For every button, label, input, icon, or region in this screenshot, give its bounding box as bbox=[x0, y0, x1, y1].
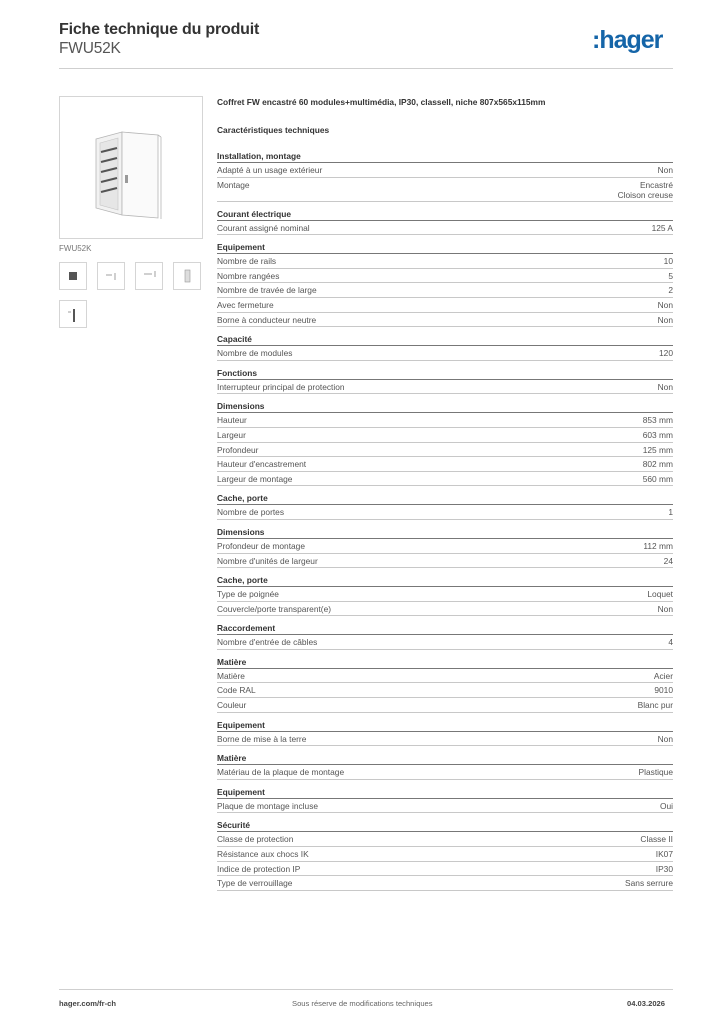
spec-value: 4 bbox=[668, 637, 673, 648]
spec-group-title: Equipement bbox=[217, 241, 673, 254]
spec-value: 853 mm bbox=[642, 415, 673, 426]
spec-value: Oui bbox=[659, 800, 673, 811]
spec-group-title: Equipement bbox=[217, 786, 673, 799]
hager-logo[interactable]: :hager bbox=[592, 26, 663, 54]
spec-value: 112 mm bbox=[643, 540, 673, 551]
spec-row bbox=[217, 178, 673, 202]
spec-label: Hauteur d'encastrement bbox=[217, 459, 307, 470]
product-content bbox=[217, 96, 673, 891]
spec-row bbox=[217, 413, 673, 428]
page-title: Fiche technique du produit bbox=[59, 21, 260, 38]
footer-divider bbox=[59, 989, 673, 990]
thumbnail-front-icon[interactable] bbox=[59, 262, 87, 290]
spec-group-title: Dimensions bbox=[217, 400, 673, 413]
spec-label: Type de poignée bbox=[217, 589, 279, 600]
spec-row bbox=[217, 669, 673, 684]
thumbnail-depth-icon[interactable] bbox=[59, 300, 87, 328]
spec-group bbox=[217, 208, 673, 236]
spec-label: Nombre de travée de large bbox=[217, 285, 317, 296]
spec-group-title: Matière bbox=[217, 752, 673, 765]
spec-label: Nombre de rails bbox=[217, 256, 277, 267]
spec-label: Profondeur de montage bbox=[217, 540, 305, 551]
spec-row bbox=[217, 765, 673, 780]
spec-row bbox=[217, 269, 673, 284]
spec-value: Encastré Cloison creuse bbox=[617, 179, 673, 201]
spec-label: Courant assigné nominal bbox=[217, 222, 310, 233]
spec-value: 125 A bbox=[651, 222, 673, 233]
header-divider bbox=[59, 68, 673, 69]
spec-group-title: Capacité bbox=[217, 333, 673, 346]
spec-label: Largeur bbox=[217, 429, 246, 440]
spec-row bbox=[217, 443, 673, 458]
spec-label: Hauteur bbox=[217, 415, 247, 426]
product-description: Coffret FW encastré 60 modules+multimédia, IP30, classeII, niche 807x565x115mm bbox=[217, 97, 546, 107]
spec-group bbox=[217, 492, 673, 520]
spec-value: Plastique bbox=[638, 767, 673, 778]
spec-group bbox=[217, 241, 673, 327]
spec-row bbox=[217, 635, 673, 650]
spec-label: Résistance aux chocs IK bbox=[217, 849, 309, 860]
spec-row bbox=[217, 554, 673, 569]
footer-date: 04.03.2026 bbox=[627, 999, 666, 1008]
spec-row bbox=[217, 587, 673, 602]
spec-label: Nombre d'unités de largeur bbox=[217, 555, 318, 566]
spec-group-title: Fonctions bbox=[217, 367, 673, 380]
spec-group bbox=[217, 574, 673, 616]
spec-value: Sans serrure bbox=[625, 878, 673, 889]
spec-group-title: Cache, porte bbox=[217, 492, 673, 505]
spec-label: Indice de protection IP bbox=[217, 863, 301, 874]
spec-label: Nombre de portes bbox=[217, 507, 285, 518]
spec-group-title: Dimensions bbox=[217, 526, 673, 539]
spec-row bbox=[217, 457, 673, 472]
spec-value: 802 mm bbox=[642, 459, 673, 470]
spec-group-title: Courant électrique bbox=[217, 208, 673, 221]
spec-row bbox=[217, 283, 673, 298]
spec-value: IP30 bbox=[655, 863, 673, 874]
spec-value: 2 bbox=[668, 285, 673, 296]
spec-row bbox=[217, 505, 673, 520]
spec-label: Couleur bbox=[217, 700, 247, 711]
spec-group-title: Raccordement bbox=[217, 622, 673, 635]
spec-row bbox=[217, 847, 673, 862]
footer-disclaimer: Sous réserve de modifications techniques bbox=[292, 999, 433, 1008]
characteristics-heading: Caractéristiques techniques bbox=[217, 125, 330, 135]
spec-value: 603 mm bbox=[642, 429, 673, 440]
spec-group-title: Equipement bbox=[217, 719, 673, 732]
spec-group-title: Cache, porte bbox=[217, 574, 673, 587]
spec-value: 120 bbox=[659, 348, 673, 359]
thumbnail-side-icon[interactable] bbox=[173, 262, 201, 290]
spec-group bbox=[217, 333, 673, 361]
spec-value: 560 mm bbox=[642, 473, 673, 484]
spec-row bbox=[217, 472, 673, 487]
spec-value: 125 mm bbox=[642, 444, 673, 455]
spec-label: Borne à conducteur neutre bbox=[217, 314, 317, 325]
spec-label: Plaque de montage incluse bbox=[217, 800, 319, 811]
spec-group bbox=[217, 622, 673, 650]
spec-group bbox=[217, 526, 673, 568]
spec-label: Type de verrouillage bbox=[217, 878, 293, 889]
spec-value: Blanc pur bbox=[637, 700, 673, 711]
spec-value: Acier bbox=[653, 670, 673, 681]
spec-group bbox=[217, 400, 673, 486]
spec-row bbox=[217, 862, 673, 877]
spec-row bbox=[217, 698, 673, 713]
characteristics-groups bbox=[217, 150, 673, 891]
spec-label: Profondeur bbox=[217, 444, 259, 455]
spec-value: Classe II bbox=[640, 834, 673, 845]
thumbnail-dimension-icon[interactable] bbox=[97, 262, 125, 290]
spec-row bbox=[217, 221, 673, 236]
spec-label: Avec fermeture bbox=[217, 299, 274, 310]
product-reference: FWU52K bbox=[59, 40, 121, 57]
spec-row bbox=[217, 799, 673, 814]
spec-value: IK07 bbox=[655, 849, 673, 860]
spec-label: Classe de protection bbox=[217, 834, 294, 845]
spec-label: Interrupteur principal de protection bbox=[217, 381, 345, 392]
spec-label: Borne de mise à la terre bbox=[217, 733, 307, 744]
spec-value: Non bbox=[657, 314, 673, 325]
spec-group bbox=[217, 656, 673, 713]
spec-value: 5 bbox=[668, 270, 673, 281]
spec-value: Non bbox=[657, 381, 673, 392]
spec-row bbox=[217, 313, 673, 328]
thumbnail-dimension-2-icon[interactable] bbox=[135, 262, 163, 290]
spec-value: 1 bbox=[668, 507, 673, 518]
spec-label: Nombre de modules bbox=[217, 348, 293, 359]
spec-value: Loquet bbox=[647, 589, 673, 600]
spec-row bbox=[217, 298, 673, 313]
spec-value: Non bbox=[657, 603, 673, 614]
spec-label: Nombre d'entrée de câbles bbox=[217, 637, 318, 648]
spec-row bbox=[217, 380, 673, 395]
spec-row bbox=[217, 539, 673, 554]
spec-row bbox=[217, 832, 673, 847]
spec-row bbox=[217, 602, 673, 617]
spec-group-title: Sécurité bbox=[217, 819, 673, 832]
spec-row bbox=[217, 346, 673, 361]
spec-group bbox=[217, 786, 673, 814]
spec-label: Couvercle/porte transparent(e) bbox=[217, 603, 332, 614]
spec-row bbox=[217, 254, 673, 269]
spec-label: Nombre rangées bbox=[217, 270, 280, 281]
spec-value: Non bbox=[657, 733, 673, 744]
product-image-caption: FWU52K bbox=[59, 244, 92, 253]
spec-value: Non bbox=[657, 299, 673, 310]
spec-group-title: Matière bbox=[217, 656, 673, 669]
spec-row bbox=[217, 683, 673, 698]
product-image[interactable] bbox=[59, 96, 203, 239]
spec-value: 24 bbox=[663, 555, 673, 566]
enclosure-illustration bbox=[60, 97, 202, 238]
spec-label: Largeur de montage bbox=[217, 473, 293, 484]
spec-label: Matériau de la plaque de montage bbox=[217, 767, 345, 778]
spec-row bbox=[217, 428, 673, 443]
spec-row bbox=[217, 732, 673, 747]
spec-value: 10 bbox=[663, 256, 673, 267]
spec-group bbox=[217, 719, 673, 747]
spec-label: Code RAL bbox=[217, 685, 256, 696]
spec-group-title: Installation, montage bbox=[217, 150, 673, 163]
spec-label: Adapté à un usage extérieur bbox=[217, 165, 323, 175]
spec-group bbox=[217, 367, 673, 395]
spec-label: Montage bbox=[217, 179, 250, 190]
spec-group bbox=[217, 150, 673, 202]
spec-row bbox=[217, 876, 673, 891]
spec-group bbox=[217, 752, 673, 780]
spec-value: Non bbox=[657, 165, 673, 175]
spec-value: 9010 bbox=[654, 685, 673, 696]
spec-label: Matière bbox=[217, 670, 245, 681]
spec-group bbox=[217, 819, 673, 890]
spec-row bbox=[217, 163, 673, 178]
footer-website-link[interactable]: hager.com/fr-ch bbox=[59, 999, 116, 1008]
